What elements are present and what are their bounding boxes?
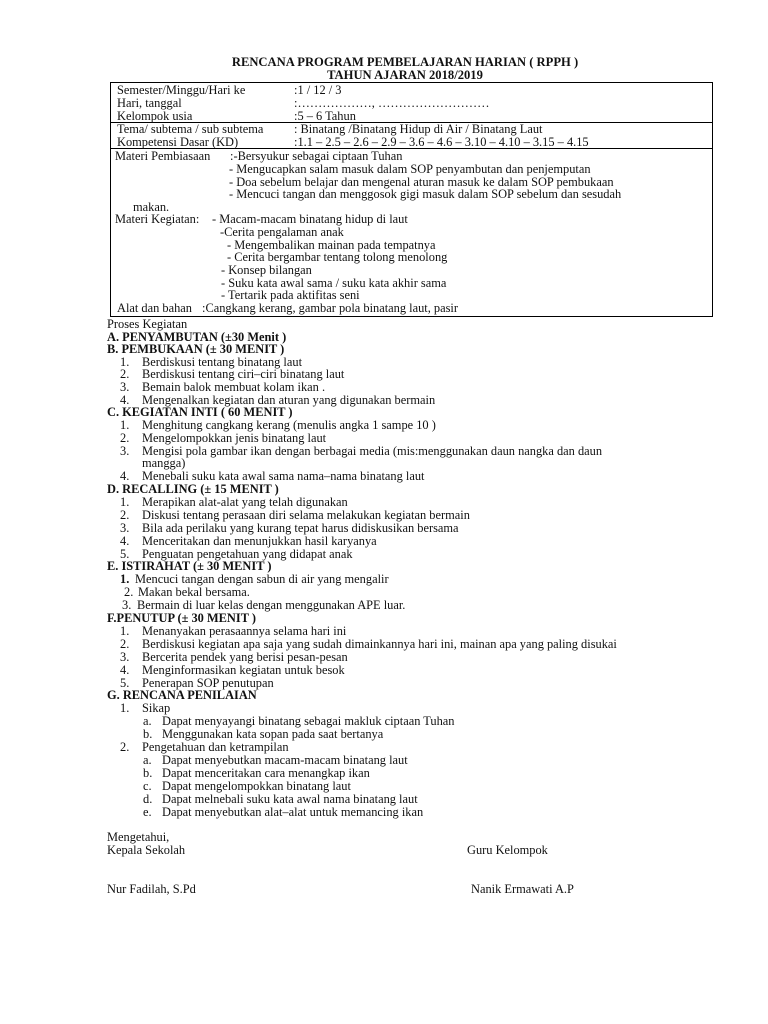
sub-list-item: Menggunakan kata sopan pada saat bertanya [162, 727, 384, 741]
list-number: 2. [120, 431, 130, 445]
kd-label: Kompetensi Dasar (KD) [117, 135, 239, 149]
date-value: :………………, ……………………… [294, 96, 490, 110]
list-letter: c. [143, 779, 152, 793]
list-item: Merapikan alat-alat yang telah digunakan [142, 495, 348, 509]
list-number: 2. [124, 585, 134, 599]
section-f-heading: F.PENUTUP (± 30 MENIT ) [107, 611, 256, 625]
document-subtitle: TAHUN AJARAN 2018/2019 [327, 68, 483, 82]
list-item: Mengenalkan kegiatan dan aturan yang digunakan bermain [142, 393, 436, 407]
sub-list-item: Dapat menyebutkan alat–alat untuk memancing ikan [162, 805, 424, 819]
list-number: 3. [120, 521, 130, 535]
list-number: 3. [122, 598, 132, 612]
sub-list-item: Dapat menceritakan cara menangkap ikan [162, 766, 370, 780]
kd-value: :1.1 – 2.5 – 2.6 – 2.9 – 3.6 – 4.6 – 3.10 – 4.10 – 3.15 – 4.15 [294, 135, 589, 149]
kepala-sekolah-name: Nur Fadilah, S.Pd [107, 882, 196, 896]
section-g-heading: G. RENCANA PENILAIAN [107, 688, 257, 702]
section-b-heading: B. PEMBUKAAN (± 30 MENIT ) [107, 342, 285, 356]
age-group-value: :5 – 6 Tahun [294, 109, 356, 123]
list-item: Menghitung cangkang kerang (menulis angka 1 sampe 10 ) [142, 418, 436, 432]
section-c-heading: C. KEGIATAN INTI ( 60 MENIT ) [107, 405, 293, 419]
list-letter: a. [143, 714, 152, 728]
sub-list-item: Dapat menyebutkan macam-macam binatang laut [162, 753, 408, 767]
age-group-label: Kelompok usia [117, 109, 193, 123]
list-item: Bemain balok membuat kolam ikan . [142, 380, 326, 394]
sub-list-item: Dapat melnebali suku kata awal nama binatang laut [162, 792, 418, 806]
list-number: 1. [120, 701, 130, 715]
semester-label: Semester/Minggu/Hari ke [117, 83, 246, 97]
list-item: Menceritakan dan menunjukkan hasil karyanya [142, 534, 377, 548]
list-number: 5. [120, 676, 130, 690]
list-item: Menanyakan perasaannya selama hari ini [142, 624, 347, 638]
list-number: 3. [120, 444, 130, 458]
list-item: Mengelompokkan jenis binatang laut [142, 431, 327, 445]
materi-pembiasaan-item: - Mencuci tangan dan menggosok gigi masuk dalam SOP sebelum dan sesudah [229, 187, 622, 201]
date-label: Hari, tanggal [117, 96, 182, 110]
list-number: 1. [120, 495, 130, 509]
document-title: RENCANA PROGRAM PEMBELAJARAN HARIAN ( RPPH ) [231, 55, 579, 69]
section-a-heading: A. PENYAMBUTAN (±30 Menit ) [107, 330, 287, 344]
materi-pembiasaan-item: - Doa sebelum belajar dan mengenal aturan masuk ke dalam SOP pembukaan [229, 175, 614, 189]
alat-bahan-value: :Cangkang kerang, gambar pola binatang laut, pasir [202, 301, 458, 315]
list-item-continuation: mangga) [142, 456, 186, 470]
list-item: Menebali suku kata awal sama nama–nama binatang laut [142, 469, 425, 483]
list-letter: d. [143, 792, 153, 806]
materi-pembiasaan-label: Materi Pembiasaan [115, 149, 211, 163]
list-letter: e. [143, 805, 152, 819]
materi-kegiatan-item: - Konsep bilangan [221, 263, 312, 277]
list-number: 4. [120, 469, 130, 483]
list-item: Makan bekal bersama. [138, 585, 250, 599]
list-item: Berdiskusi tentang ciri–ciri binatang laut [142, 367, 345, 381]
list-number: 2. [120, 508, 130, 522]
list-number: 1. [120, 418, 130, 432]
list-number: 5. [120, 547, 130, 561]
list-item: Bercerita pendek yang berisi pesan-pesan [142, 650, 348, 664]
materi-kegiatan-item: - Suku kata awal sama / suku kata akhir sama [221, 276, 447, 290]
list-item: Penguatan pengetahuan yang didapat anak [142, 547, 353, 561]
alat-bahan-label: Alat dan bahan [117, 301, 193, 315]
theme-value: : Binatang /Binatang Hidup di Air / Binatang Laut [294, 122, 543, 136]
materi-kegiatan-item: -Cerita pengalaman anak [220, 225, 344, 239]
list-item: Sikap [142, 701, 171, 715]
semester-value: :1 / 12 / 3 [294, 83, 342, 97]
theme-table [110, 123, 713, 149]
list-item: Bila ada perilaku yang kurang tepat harus didiskusikan bersama [142, 521, 459, 535]
materi-pembiasaan-item: - Mengucapkan salam masuk dalam SOP penyambutan dan penjemputan [229, 162, 591, 176]
mengetahui-label: Mengetahui, [107, 830, 170, 844]
list-item: Mengisi pola gambar ikan dengan berbagai media (mis:menggunakan daun nangka dan daun [142, 444, 603, 458]
list-number: 2. [120, 637, 130, 651]
sub-list-item: Dapat mengelompokkan binatang laut [162, 779, 351, 793]
list-item: Menginformasikan kegiatan untuk besok [142, 663, 345, 677]
guru-kelompok-label: Guru Kelompok [467, 843, 548, 857]
list-item: Diskusi tentang perasaan diri selama melakukan kegiatan bermain [142, 508, 470, 522]
list-number: 3. [120, 380, 130, 394]
materi-kegiatan-item: - Cerita bergambar tentang tolong menolong [227, 250, 448, 264]
list-letter: b. [143, 727, 153, 741]
kepala-sekolah-label: Kepala Sekolah [107, 843, 186, 857]
list-number: 1. [120, 572, 130, 586]
materi-kegiatan-item: - Mengembalikan mainan pada tempatnya [227, 238, 436, 252]
sub-list-item: Dapat menyayangi binatang sebagai makluk ciptaan Tuhan [162, 714, 455, 728]
materi-kegiatan-item: - Macam-macam binatang hidup di laut [212, 212, 408, 226]
materi-pembiasaan-item: :-Bersyukur sebagai ciptaan Tuhan [230, 149, 403, 163]
list-item: Mencuci tangan dengan sabun di air yang mengalir [135, 572, 389, 586]
list-number: 4. [120, 663, 130, 677]
list-item: Berdiskusi kegiatan apa saja yang sudah dimainkannya hari ini, mainan apa yang paling disukai [142, 637, 617, 651]
guru-kelompok-name: Nanik Ermawati A.P [471, 882, 574, 896]
list-number: 4. [120, 534, 130, 548]
list-number: 4. [120, 393, 130, 407]
list-number: 3. [120, 650, 130, 664]
list-number: 1. [120, 355, 130, 369]
list-number: 2. [120, 740, 130, 754]
list-item: Bermain di luar kelas dengan menggunakan APE luar. [137, 598, 406, 612]
materi-kegiatan-item: - Tertarik pada aktifitas seni [221, 288, 360, 302]
list-number: 2. [120, 367, 130, 381]
proses-kegiatan-heading: Proses Kegiatan [107, 317, 188, 331]
identity-table [110, 82, 713, 123]
list-letter: a. [143, 753, 152, 767]
materi-kegiatan-label: Materi Kegiatan: [115, 212, 200, 226]
section-d-heading: D. RECALLING (± 15 MENIT ) [107, 482, 279, 496]
list-letter: b. [143, 766, 153, 780]
materi-table [110, 149, 713, 317]
theme-label: Tema/ subtema / sub subtema [117, 122, 264, 136]
list-item: Berdiskusi tentang binatang laut [142, 355, 303, 369]
list-item: Penerapan SOP penutupan [142, 676, 274, 690]
materi-pembiasaan-continuation: makan. [133, 200, 170, 214]
section-e-heading: E. ISTIRAHAT (± 30 MENIT ) [107, 559, 272, 573]
list-item: Pengetahuan dan ketrampilan [142, 740, 289, 754]
list-number: 1. [120, 624, 130, 638]
